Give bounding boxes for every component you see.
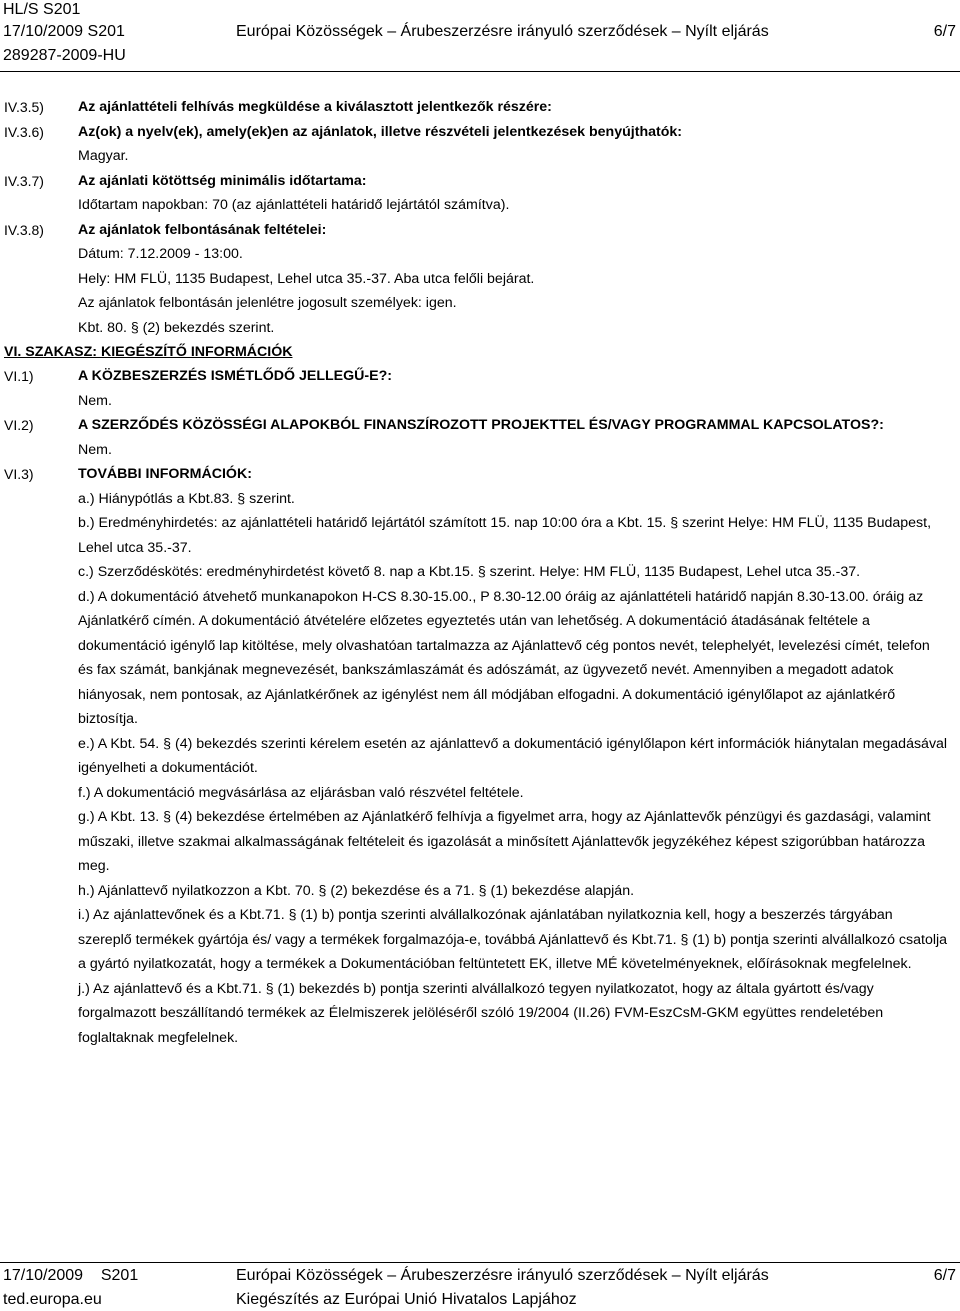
- section-vi-2: [0, 413, 960, 462]
- section-number: IV.3.8): [4, 221, 44, 238]
- info-item-b: b.) Eredményhirdetés: az ajánlattételi határidő lejártától számított 15. nap 10:00 óra a Kbt. 15. § szerint Helye: HM FLÜ, 1135 Budapest, Lehel utca 35.-37.: [78, 515, 932, 556]
- footer-rule: [0, 1262, 960, 1263]
- section-line: Dátum: 7.12.2009 - 13:00.: [78, 246, 243, 262]
- header-series: S201: [87, 23, 125, 40]
- info-item-g: g.) A Kbt. 13. § (4) bekezdése értelmében az Ajánlatkérő felhívja a figyelmet arra, hogy az Ajánlattevők pénzügyi és gazdasági, valamint műszaki, illetve szakmai alkalmasságának feltételeit és igazolását a minősített Ajánlattevők jegyzékéhez képest szigorúbban határozza meg.: [78, 809, 931, 874]
- section-number: IV.3.7): [4, 172, 44, 189]
- document-body: [0, 95, 960, 1050]
- section-line: Időtartam napokban: 70 (az ajánlattételi határidő lejártától számítva).: [78, 197, 510, 213]
- header-date-text: 17/10/2009: [3, 23, 84, 40]
- section-heading: Az ajánlatok felbontásának feltételei:: [78, 221, 327, 238]
- section-iv-3-5: [0, 95, 960, 120]
- section-heading: Az ajánlati kötöttség minimális időtartama:: [78, 172, 367, 189]
- header-rule: [0, 71, 960, 72]
- part-heading: VI. SZAKASZ: KIEGÉSZÍTŐ INFORMÁCIÓK: [4, 344, 293, 360]
- info-item-d: d.) A dokumentáció átvehető munkanapokon H-CS 8.30-15.00., P 8.30-12.00 óráig az ajánlattételi határidő napján 8.30-13.00. óráig az Ajánlatkérő címén. A dokumentáció átvételére előzetes egyeztetés után van lehetőség. A dokumentáció átadásának feltétele a dokumentáció igénylő lap kitöltése, mely olvashatóan tartalmazza az Ajánlattevő cég pontos nevét, telephelyét, levelezési címét, telefon és fax számát, bankjának megnevezését, bankszámlaszámát és adószámát, az ügyvezető nevét. Amennyiben a megadott adatok hiányosak, nem pontosak, az Ajánlatkérőnek az igénylést nem áll módjában elfogadni. A dokumentáció igénylőlapot az ajánlatkérő biztosítja.: [78, 588, 930, 727]
- footer-site-link[interactable]: ted.europa.eu: [3, 1291, 102, 1308]
- section-heading: A KÖZBESZERZÉS ISMÉTLŐDŐ JELLEGŰ-E?:: [78, 368, 392, 384]
- section-number: IV.3.5): [4, 99, 44, 115]
- header-date: [3, 22, 125, 42]
- section-line: Hely: HM FLÜ, 1135 Budapest, Lehel utca 35.-37. Aba utca felőli bejárat.: [78, 270, 535, 287]
- section-heading: TOVÁBBI INFORMÁCIÓK:: [78, 466, 252, 482]
- page-header: [0, 0, 960, 70]
- footer-date-text: 17/10/2009: [3, 1267, 84, 1284]
- section-vi-3: [0, 462, 960, 1050]
- section-line: Az ajánlatok felbontásán jelenlétre jogosult személyek: igen.: [78, 295, 457, 311]
- header-code: HL/S S201: [3, 1, 81, 18]
- section-line: Nem.: [78, 441, 112, 458]
- info-item-i: i.) Az ajánlattevőnek és a Kbt.71. § (1) b) pontja szerinti alvállalkozónak ajánlatában nyilatkoznia kell, hogy a beszerzés tárgyában szereplő termékek gyártója és/ vagy a termékek forgalmazója-e, továbbá Ajánlattevő és Kbt.71. § (1) b) pontja szerinti alvállalkozó csatolja a gyártó nyilatkozatát, hogy a termékek a Dokumentációban feltüntetett EK, illetve MÉ követelményeknek, előírásoknak megfelelnek.: [78, 907, 948, 972]
- page-footer: [0, 1266, 960, 1311]
- info-item-h: h.) Ajánlattevő nyilatkozzon a Kbt. 70. § (2) bekezdése és a 71. § (1) bekezdése alapján.: [78, 882, 635, 899]
- info-item-a: a.) Hiánypótlás a Kbt.83. § szerint.: [78, 490, 295, 507]
- section-heading: A SZERZŐDÉS KÖZÖSSÉGI ALAPOKBÓL FINANSZÍROZOTT PROJEKTTEL ÉS/VAGY PROGRAMMAL KAPCSOLATOS?:: [78, 417, 884, 433]
- info-item-j: j.) Az ajánlattevő és a Kbt.71. § (1) bekezdés b) pontja szerinti alvállalkozó tegyen nyilatkozatot, hogy az általa gyártott és/vagy forgalmazott beszállítandó termékek az Élelmiszerek jelöléséről szóló 19/2004 (II.26) FVM-EszCsM-GKM együttes rendeletében foglaltaknak megfelelnek.: [78, 980, 884, 1046]
- footer-series: S201: [100, 1267, 139, 1284]
- info-item-e: e.) A Kbt. 54. § (4) bekezdés szerinti kérelem esetén az ajánlattevő a dokumentáció igénylőlapon kért információk hiánytalan megadásával igényelheti a dokumentációt.: [78, 735, 948, 776]
- section-iv-3-6: [0, 120, 960, 169]
- section-number: VI.3): [4, 466, 34, 482]
- footer-title: Európai Közösségek – Árubeszerzésre irányuló szerződések – Nyílt eljárás: [236, 1267, 769, 1284]
- section-heading: Az(ok) a nyelv(ek), amely(ek)en az ajánlatok, illetve részvételi jelentkezések benyújthatók:: [78, 123, 683, 140]
- section-line: Kbt. 80. § (2) bekezdés szerint.: [78, 319, 275, 336]
- footer-page-number: 6/7: [933, 1267, 956, 1284]
- section-line: Nem.: [78, 392, 112, 409]
- section-line: Magyar.: [78, 148, 129, 164]
- section-iv-3-7: [0, 169, 960, 218]
- section-iv-3-8: [0, 218, 960, 341]
- header-doc-id: 289287-2009-HU: [3, 47, 126, 64]
- footer-publisher: Kiegészítés az Európai Unió Hivatalos Lapjához: [236, 1291, 577, 1308]
- header-title: Európai Közösségek – Árubeszerzésre irányuló szerződések – Nyílt eljárás: [236, 23, 769, 40]
- info-item-f: f.) A dokumentáció megvásárlása az eljárásban való részvétel feltétele.: [78, 784, 524, 801]
- footer-date: [3, 1266, 138, 1286]
- section-number: IV.3.6): [4, 123, 44, 140]
- section-number: VI.1): [4, 368, 34, 384]
- section-vi-1: [0, 364, 960, 413]
- header-page-number: 6/7: [933, 23, 956, 40]
- section-number: VI.2): [4, 417, 34, 433]
- section-heading: Az ajánlattételi felhívás megküldése a kiválasztott jelentkezők részére:: [78, 99, 552, 115]
- info-item-c: c.) Szerződéskötés: eredményhirdetést követő 8. nap a Kbt.15. § szerint. Helye: HM FLÜ, 1135 Budapest, Lehel utca 35.-37.: [78, 564, 861, 580]
